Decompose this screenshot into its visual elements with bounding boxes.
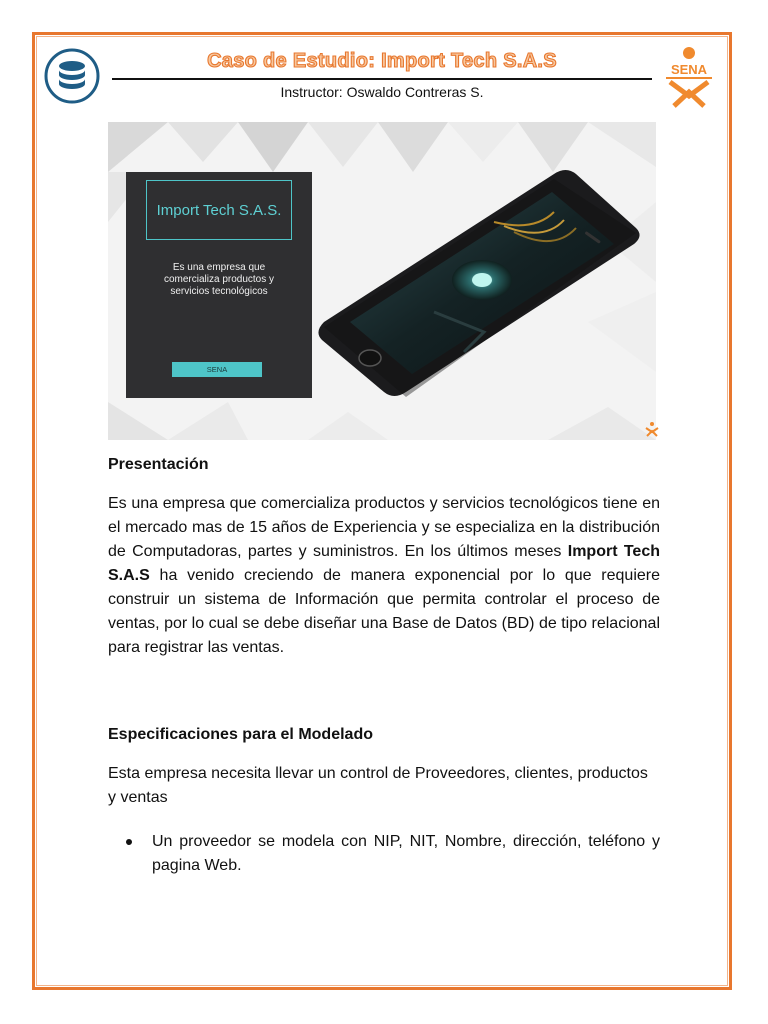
- title-divider: [112, 78, 652, 80]
- sena-logo: [660, 44, 718, 108]
- bullet-text: Un proveedor se modela con NIP, NIT, Nombre, dirección, teléfono y pagina Web.: [152, 833, 660, 874]
- smartphone-image: [314, 162, 644, 402]
- instructor-line: Instructor: Oswaldo Contreras S.: [280, 84, 484, 100]
- presentacion-paragraph: [108, 492, 660, 660]
- sena-small-mark-icon: [644, 421, 660, 437]
- promo-button[interactable]: SENA: [172, 362, 262, 377]
- page-title: Caso de Estudio: Import Tech S.A.S: [207, 50, 557, 72]
- section-heading-especificaciones: Especificaciones para el Modelado: [108, 726, 373, 743]
- presentacion-text-end: ha venido creciendo de manera exponencial por lo que requiere construir un sistema de Información que permita controlar el proceso de ventas, por lo cual se debe diseñar una Base de Datos (BD) de tipo relacional para registrar las ventas.: [108, 567, 660, 656]
- section-heading-presentacion: Presentación: [108, 456, 209, 473]
- company-name-bold: Import Tech S.A.S: [108, 543, 661, 584]
- database-icon: [44, 48, 100, 104]
- promo-description: Es una empresa que comercializa productos y servicios tecnológicos: [163, 262, 275, 297]
- presentacion-text-start: Es una empresa que comercializa productos y servicios tecnológicos tiene en el mercado mas de 15 años de Experiencia y se especializa en la distribución de Computadoras, partes y suministros. En los últimos meses: [108, 495, 660, 560]
- promo-title: Import Tech S.A.S.: [146, 180, 292, 240]
- sena-logo-text: SENA: [670, 62, 708, 77]
- promo-card: [126, 172, 312, 398]
- bullet-icon: [126, 839, 132, 845]
- especificaciones-paragraph: Esta empresa necesita llevar un control de Proveedores, clientes, productos y ventas: [108, 765, 648, 806]
- hero-banner: [108, 122, 656, 440]
